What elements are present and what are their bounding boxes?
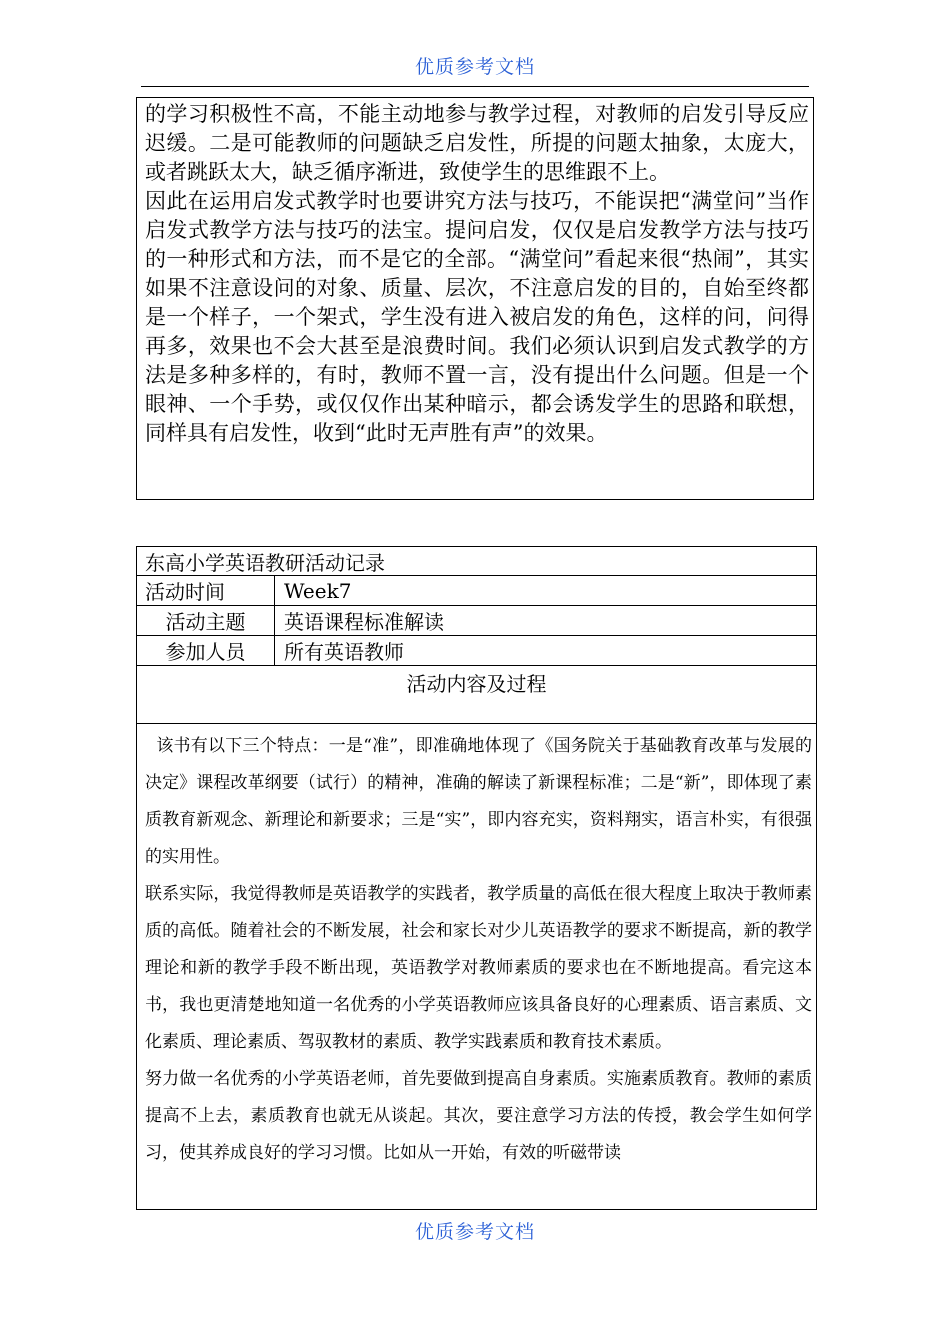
paragraph: 联系实际，我觉得教师是英语教学的实践者，教学质量的高低在很大程度上取决于教师素质的高低。随着社会的不断发展，社会和家长对少儿英语教学的要求不断提高，新的教学理论和新的教学手段不断出现，英语教学对教师素质的要求也在不断地提高。看完这本书，我也更清楚地知道一名优秀的小学英语教师应该具备良好的心理素质、语言素质、文化素质、理论素质、驾驭教材的素质、教学实践素质和教育技术素质。 [145, 884, 812, 1052]
table-row [137, 606, 816, 636]
paragraph: 该书有以下三个特点：一是“准”，即准确地体现了《国务院关于基础教育改革与发展的决定》课程改革纲要（试行）的精神，准确的解读了新课程标准；二是“新”，即体现了素质教育新观念、新理论和新要求；三是“实”，即内容充实，资料翔实，语言朴实，有很强的实用性。 [145, 736, 812, 867]
header-rule [141, 86, 809, 87]
row-label: 参加人员 [137, 636, 275, 665]
row-label: 活动时间 [137, 576, 275, 605]
paragraph: 因此在运用启发式教学时也要讲究方法与技巧，不能误把“满堂问”当作启发式教学方法与技巧的法宝。提问启发，仅仅是启发教学方法与技巧的一种形式和方法，而不是它的全部。“满堂问”看起来很“热闹”，其实如果不注意设问的对象、质量、层次，不注意启发的目的，自始至终都是一个样子，一个架式，学生没有进入被启发的角色，这样的问，问得再多，效果也不会大甚至是浪费时间。我们必须认识到启发式教学的方法是多种多样的，有时，教师不置一言，没有提出什么问题。但是一个眼神、一个手势，或仅仅作出某种暗示，都会诱发学生的思路和联想，同样具有启发性，收到“此时无声胜有声”的效果。 [145, 189, 809, 445]
table-row [137, 576, 816, 606]
row-value: 所有英语教师 [284, 640, 404, 664]
paragraph: 的学习积极性不高，不能主动地参与教学过程，对教师的启发引导反应迟缓。二是可能教师的问题缺乏启发性，所提的问题太抽象，太庞大，或者跳跃太大，缺乏循序渐进，致使学生的思维跟不上。 [145, 102, 809, 184]
header-watermark: 优质参考文档 [414, 56, 535, 78]
paragraph: 努力做一名优秀的小学英语老师，首先要做到提高自身素质。实施素质教育。教师的素质提高不上去，素质教育也就无从谈起。其次，要注意学习方法的传授，教会学生如何学习，使其养成良好的学习习惯。比如从一开始，有效的听磁带读 [145, 1069, 812, 1163]
section-heading: 活动内容及过程 [406, 672, 547, 696]
activity-record-table [136, 546, 817, 1210]
table-row [137, 636, 816, 666]
row-label: 活动主题 [137, 606, 275, 635]
continuation-text-box [136, 97, 814, 500]
row-value: 英语课程标准解读 [284, 610, 444, 634]
row-value: Week7 [284, 578, 352, 603]
footer-watermark: 优质参考文档 [414, 1221, 535, 1243]
activity-content [137, 724, 816, 1172]
table-title-row [137, 547, 816, 576]
table-title: 东高小学英语教研活动记录 [145, 550, 385, 575]
section-heading-row [137, 666, 816, 724]
